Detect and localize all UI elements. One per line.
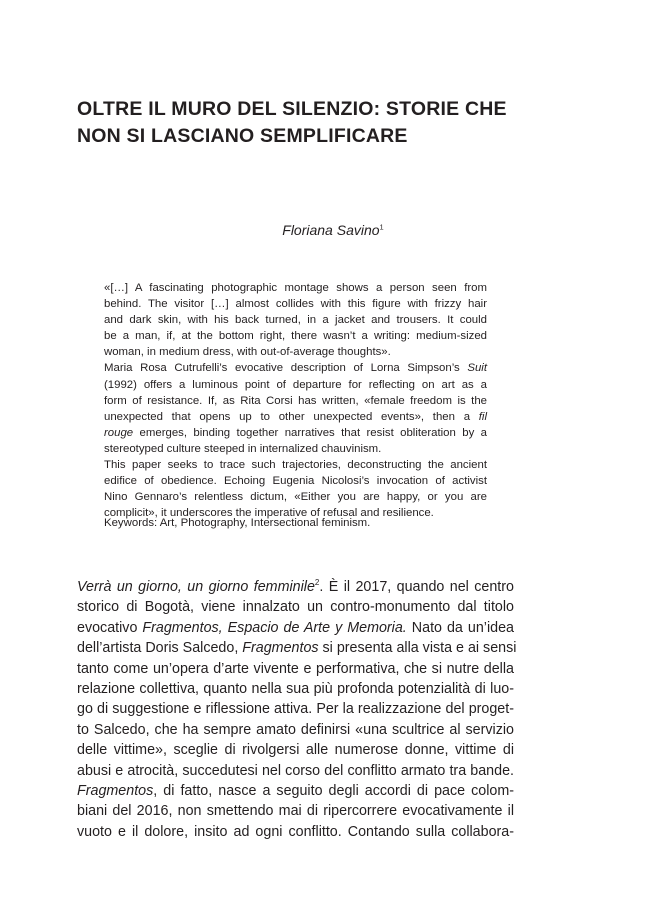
abstract-line xyxy=(104,280,487,296)
body-line xyxy=(77,699,514,719)
abstract-line xyxy=(104,312,487,328)
text-run: woman, in medium dress, with out-of-average thoughts». xyxy=(104,346,391,359)
body-line xyxy=(77,761,514,781)
text-run: and dark skin, with his back turned, in a jacket and trousers. It could xyxy=(104,314,487,327)
text-run: (1992) offers a luminous point of departure for reflecting on art as a xyxy=(104,378,487,391)
text-run: storico di Bogotà, viene innalzato un contro-monumento dal titolo xyxy=(77,599,514,616)
abstract-line xyxy=(104,393,487,409)
text-run: relazione collettiva, quanto nella sua più profonda potenzialità di luo- xyxy=(77,680,514,697)
text-run: unexpected that opens up to other unexpected events», then a xyxy=(104,410,479,423)
keywords: Keywords: Art, Photography, Intersectional feminism. xyxy=(104,517,371,529)
text-run: evocativo xyxy=(77,619,143,636)
italic-text: Verrà un giorno, un giorno femminile xyxy=(77,579,315,595)
italic-text: Fragmentos xyxy=(242,640,319,657)
abstract-line xyxy=(104,489,487,505)
italic-text: rouge xyxy=(104,426,134,439)
body-line xyxy=(77,679,514,699)
text-run: , di fatto, nasce a seguito degli accordi di pace colom- xyxy=(153,782,514,799)
body-line xyxy=(77,597,514,617)
text-run: vuoto e il dolore, insito ad ogni conflitto. Contando sulla collabora- xyxy=(77,823,514,840)
author-name: Floriana Savino xyxy=(282,222,380,238)
text-run: tanto come un’opera d’arte vivente e performativa, che si nutre della xyxy=(77,660,514,677)
text-run: behind. The visitor […] almost collides with this figure with frizzy hair xyxy=(104,298,487,311)
text-run: go di suggestione e riflessione attiva. Per la realizzazione del proget- xyxy=(77,701,514,718)
author-footnote-marker: 1 xyxy=(379,222,384,232)
abstract-line xyxy=(104,457,487,473)
text-run: edifice of obedience. Echoing Eugenia Nicolosi’s invocation of activist xyxy=(104,475,487,488)
italic-text: fil xyxy=(478,410,487,423)
italic-text: Suit xyxy=(467,362,487,375)
text-run: complicit», it underscores the imperative of refusal and resilience. xyxy=(104,507,434,520)
article-title-line: NON SI LASCIANO SEMPLIFICARE xyxy=(77,125,408,147)
text-run: delle vittime», sceglie di rivolgersi alle numerose donne, vittime di xyxy=(77,742,514,759)
abstract-line xyxy=(104,377,487,393)
footnote-marker: 2 xyxy=(314,578,320,588)
text-run: emerges, binding together narratives that resist obliteration by a xyxy=(133,426,487,439)
abstract-line xyxy=(104,441,487,457)
body-line xyxy=(77,720,514,740)
abstract-line xyxy=(104,296,487,312)
body-line xyxy=(77,577,514,597)
italic-text: Fragmentos xyxy=(77,782,154,799)
text-run: Maria Rosa Cutrufelli’s evocative description of Lorna Simpson’s xyxy=(104,362,468,375)
text-run: si presenta alla vista e ai sensi xyxy=(318,640,517,657)
abstract-line xyxy=(104,473,487,489)
text-run: be a man, if, at the bottom right, there wasn’t a writing: medium-sized xyxy=(104,330,487,343)
author-name-wrap xyxy=(282,222,383,238)
abstract-line xyxy=(104,425,487,441)
abstract xyxy=(104,280,487,521)
text-run: Nato da un’idea xyxy=(406,619,514,636)
body-line xyxy=(77,781,514,801)
text-run: This paper seeks to trace such trajectories, deconstructing the ancient xyxy=(104,459,487,472)
body-line xyxy=(77,618,514,638)
body-line xyxy=(77,659,514,679)
text-run: to Salcedo, che ha sempre amato definirsi «una scultrice al servizio xyxy=(77,721,514,738)
abstract-line xyxy=(104,328,487,344)
article-title-line: OLTRE IL MURO DEL SILENZIO: STORIE CHE xyxy=(77,98,507,120)
body-line xyxy=(77,822,514,842)
body-line xyxy=(77,740,514,760)
author-byline xyxy=(0,221,650,239)
body-text xyxy=(77,577,517,842)
text-run: abusi e atrocità, succedutesi nel corso del conflitto armato tra bande. xyxy=(77,762,514,779)
text-run: form of resistance. If, as Rita Corsi has written, «female freedom is the xyxy=(104,394,487,407)
text-run: «[…] A fascinating photographic montage shows a person seen from xyxy=(104,282,487,294)
text-run: dell’artista Doris Salcedo, xyxy=(77,640,243,657)
body-line xyxy=(77,638,517,658)
abstract-line xyxy=(104,344,487,360)
text-run: stereotyped culture steeped in internalized chauvinism. xyxy=(104,442,382,455)
text-run: biani del 2016, non smettendo mai di ripercorrere evocativamente il xyxy=(77,803,514,820)
text-run: Nino Gennaro’s relentless dictum, «Either you are happy, or you are xyxy=(104,491,487,504)
italic-text: Fragmentos, Espacio de Arte y Memoria. xyxy=(142,619,407,636)
body-line xyxy=(77,801,514,821)
text-run: . È il 2017, quando nel centro xyxy=(319,579,514,595)
abstract-line xyxy=(104,360,487,376)
abstract-line xyxy=(104,409,487,425)
article-title xyxy=(77,96,557,150)
